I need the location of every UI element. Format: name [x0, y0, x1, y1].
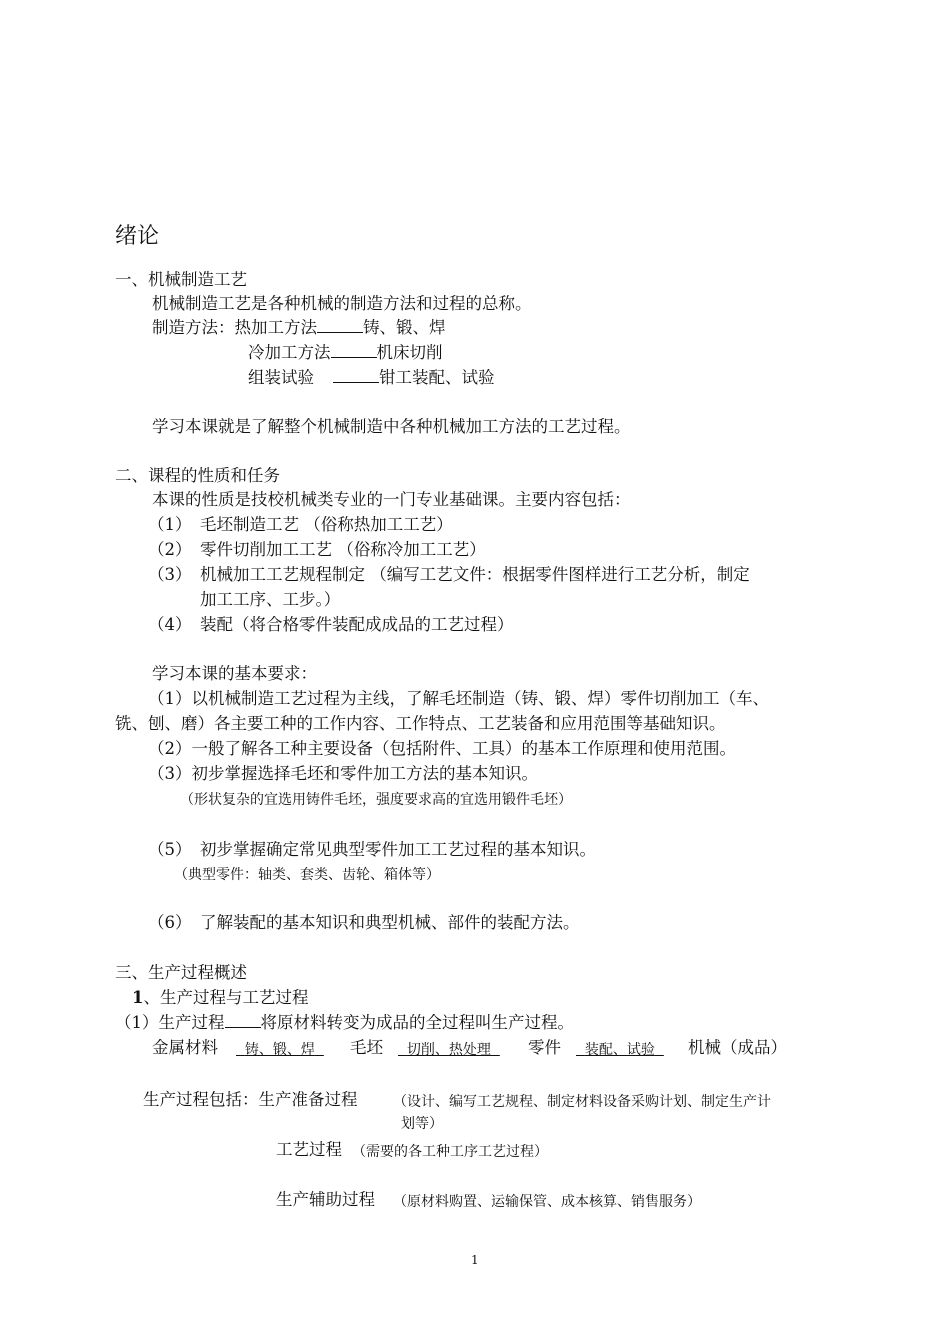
- requirement-note: （典型零件：轴类、套类、齿轮、箱体等）: [174, 867, 440, 883]
- requirement-item: （1）以机械制造工艺过程为主线，了解毛坯制造（铸、锻、焊）零件切削加工（车、: [148, 689, 769, 708]
- list-item-number: （3）: [148, 565, 192, 584]
- method-line-assembly: [248, 368, 495, 388]
- process-technological: 工艺过程: [276, 1140, 342, 1159]
- list-item: 零件切削加工工艺 （俗称冷加工工艺）: [200, 540, 486, 559]
- flow-end: 机械（成品）: [688, 1038, 787, 1057]
- requirement-note: （形状复杂的宜选用铸件毛坯，强度要求高的宜选用锻件毛坯）: [180, 792, 572, 808]
- requirement-item: 初步掌握确定常见典型零件加工工艺过程的基本知识。: [200, 840, 596, 859]
- list-item-number: （4）: [148, 615, 192, 634]
- paragraph: 本课的性质是技校机械类专业的一门专业基础课。主要内容包括：: [152, 490, 631, 509]
- subsection-heading: [132, 988, 308, 1008]
- method-line-cold: [248, 343, 443, 363]
- subsection-text: 、生产过程与工艺过程: [143, 988, 309, 1007]
- process-note: （需要的各工种工序工艺过程）: [352, 1144, 548, 1160]
- requirement-item-continued: 铣、刨、磨）各主要工种的工作内容、工作特点、工艺装备和应用范围等基础知识。: [115, 714, 726, 733]
- list-item: 装配（将合格零件装配成成品的工艺过程）: [200, 615, 514, 634]
- list-item: 毛坯制造工艺 （俗称热加工工艺）: [200, 515, 453, 534]
- method-value: 钳工装配、试验: [379, 368, 495, 387]
- list-item: 机械加工工艺规程制定 （编写工艺文件：根据零件图样进行工艺分析，制定: [200, 565, 750, 584]
- paragraph: 学习本课的基本要求：: [152, 664, 317, 683]
- method-value: 铸、锻、焊: [363, 318, 446, 337]
- definition-line: [115, 1013, 574, 1033]
- list-item-continued: 加工工序、工步。）: [200, 590, 341, 609]
- blank-line: [225, 1013, 261, 1028]
- page-number: 1: [471, 1253, 479, 1267]
- process-note-continued: 划等）: [401, 1116, 443, 1132]
- page-title: 绪论: [115, 224, 160, 249]
- section-heading-3: 三、生产过程概述: [115, 963, 247, 982]
- flow-part: 零件: [528, 1038, 561, 1057]
- definition-term: （1）生产过程: [115, 1013, 225, 1032]
- method-value: 机床切削: [376, 343, 443, 362]
- flow-step-assembly: 装配、试验: [584, 1042, 655, 1058]
- subsection-number: 1: [132, 988, 144, 1007]
- requirement-item: 了解装配的基本知识和典型机械、部件的装配方法。: [200, 913, 580, 932]
- blank-line: [317, 318, 363, 333]
- process-note: （原材料购置、运输保管、成本核算、销售服务）: [393, 1194, 701, 1210]
- process-includes: 生产过程包括：生产准备过程: [143, 1090, 358, 1109]
- paragraph: 学习本课就是了解整个机械制造中各种机械加工方法的工艺过程。: [152, 417, 631, 436]
- requirement-number: （6）: [148, 913, 192, 932]
- blank-line: [331, 343, 377, 358]
- list-item-number: （2）: [148, 540, 192, 559]
- flow-start: 金属材料: [152, 1038, 218, 1057]
- blank-line: [333, 368, 379, 383]
- section-heading-2: 二、课程的性质和任务: [115, 466, 280, 485]
- method-line-hot: [152, 318, 446, 338]
- flow-blank: 毛坯: [350, 1038, 383, 1057]
- requirement-number: （5）: [148, 840, 192, 859]
- method-label: 制造方法：热加工方法: [152, 318, 317, 337]
- method-label: 组装试验: [248, 368, 314, 387]
- process-note: （设计、编写工艺规程、制定材料设备采购计划、制定生产计: [393, 1094, 771, 1110]
- section-heading-1: 一、机械制造工艺: [115, 270, 247, 289]
- method-label: 冷加工方法: [248, 343, 331, 362]
- flow-step-casting: 铸、锻、焊: [244, 1042, 315, 1058]
- paragraph: 机械制造工艺是各种机械的制造方法和过程的总称。: [152, 294, 532, 313]
- process-auxiliary: 生产辅助过程: [276, 1190, 375, 1209]
- flow-step-machining: 切削、热处理: [406, 1042, 491, 1058]
- list-item-number: （1）: [148, 515, 192, 534]
- requirement-item: （2）一般了解各工种主要设备（包括附件、工具）的基本工作原理和使用范围。: [148, 739, 736, 758]
- requirement-item: （3）初步掌握选择毛坯和零件加工方法的基本知识。: [148, 764, 538, 783]
- definition-text: 将原材料转变为成品的全过程叫生产过程。: [260, 1013, 574, 1032]
